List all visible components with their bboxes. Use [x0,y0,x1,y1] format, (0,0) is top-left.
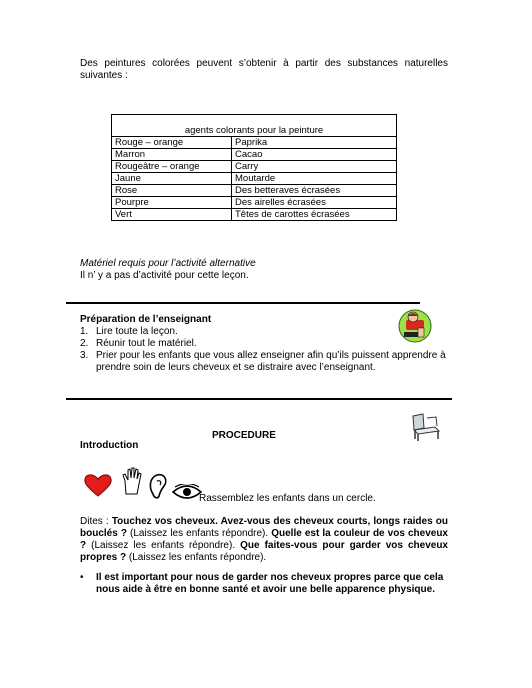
step-item: 1. Lire toute la leçon. [80,326,178,337]
substance-cell: Des airelles écrasées [232,197,397,209]
intro-paragraph: Des peintures colorées peuvent s’obtenir à partir des substances naturelles suivantes : [80,58,448,81]
color-cell: Pourpre [112,197,232,209]
table-row [112,149,397,161]
heart-icon [83,472,113,498]
dites-paragraph: Dites : Touchez vos cheveux. Avez-vous des cheveux courts, longs raides ou bouclés ? (Laissez les enfants répondre). Quelle est la couleur de vos cheveux ? (Laissez les enfants répondre). Que faites-vous pour garder vos cheveux propres ? (Laissez les enfants répondre). [80,516,448,563]
substance-cell: Des betteraves écrasées [232,185,397,197]
bullet-dot: • [80,572,84,583]
coloring-agents-table [111,114,397,221]
bullet-point [80,572,448,596]
alternative-activity [80,258,256,282]
color-cell: Rougeâtre – orange [112,161,232,173]
hand-icon [120,466,146,496]
gather-instruction: Rassemblez les enfants dans un cercle. [199,493,376,504]
table-title: agents colorants pour la peinture [112,115,397,137]
color-cell: Jaune [112,173,232,185]
substance-cell: Moutarde [232,173,397,185]
introduction-title: Introduction [80,440,139,451]
preparation-steps [80,326,450,374]
table-row [112,185,397,197]
table-row [112,173,397,185]
procedure-title: PROCEDURE [212,430,276,441]
color-cell: Vert [112,209,232,221]
color-cell: Rose [112,185,232,197]
bullet-text: Il est important pour nous de garder nos cheveux propres parce que cela nous aide à être en bonne santé et avoir une belle apparence physique. [96,572,444,595]
substance-cell: Paprika [232,137,397,149]
preparation-title: Préparation de l’enseignant [80,314,212,325]
ear-icon [147,472,169,500]
substance-cell: Cacao [232,149,397,161]
table-row [112,161,397,173]
alt-activity-text: Il n’ y a pas d’activité pour cette leçon. [80,270,249,281]
table-row [112,209,397,221]
eye-icon [172,484,202,500]
color-cell: Rouge – orange [112,137,232,149]
color-cell: Marron [112,149,232,161]
substance-cell: Têtes de carottes écrasées [232,209,397,221]
alt-activity-heading: Matériel requis pour l’activité alternative [80,258,256,269]
step-item: 3. Prier pour les enfants que vous allez enseigner afin qu’ils puissent apprendre à prendre soin de leurs cheveux et se distraire avec l’enseignant. [80,350,446,373]
step-item: 2. Réunir tout le matériel. [80,338,197,349]
chair-icon [409,412,443,442]
substance-cell: Carry [232,161,397,173]
table-row [112,197,397,209]
table-row [112,137,397,149]
section-divider [66,302,420,304]
section-divider [66,398,452,400]
